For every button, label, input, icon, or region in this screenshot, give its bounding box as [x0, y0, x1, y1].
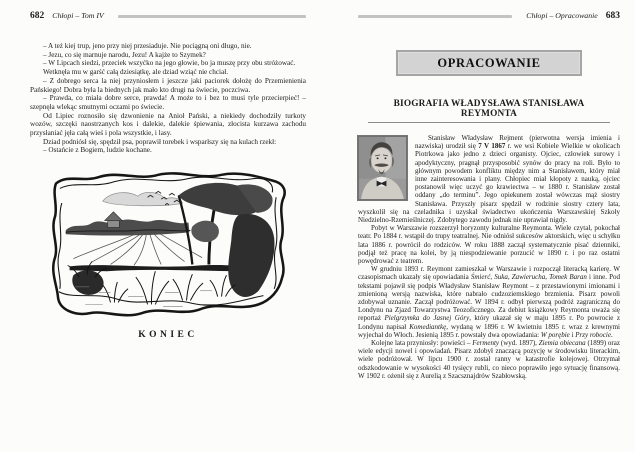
bio-paragraph-1	[358, 134, 620, 224]
page-number-right: 683	[605, 11, 620, 21]
bio-paragraph-4: Kolejne lata przyniosły: powieści – Fermenty (wyd. 1897), Ziemia obiecana (1899) oraz wiele edycji nowel i opowiadań. Pisarz zdobył znaczącą pozycję w środowisku literackim, wiele podróżował. W lipcu 1900 r. został ranny w katastrofie kolejowej. Otrzymał odszkodowanie w wysokości 40 tysięcy rubli, co nieco poprawiło jego sytuację finansową. W 1902 r. ożenił się z Aurelią z Szacsznajdrów Szabłowską.	[358, 339, 620, 380]
novel-paragraph: – Z dobrego serca la niej przyniosłem i jeszcze jaki paciorek dołożę do Przemienienia Pańskiego! Dobra była la biednych jak mało kto drugi na świecie, poczciwa.	[30, 76, 306, 94]
page-number-left: 682	[30, 11, 45, 21]
page-left	[30, 0, 306, 340]
running-title-right: Chłopi – Opracowanie	[526, 11, 598, 20]
section-title: OPRACOWANIE	[437, 55, 541, 70]
bio-paragraph-text: Stanisław Władysław Rejment (pierwotna wersja imienia i nazwiska) urodził się 7 V 1867 r. we wsi Kobiele Wielkie w okolicach Piotrkowa jako jedno z dzieci organisty. Ojciec, człowiek surowy i apodyktyczny, pragnął przysposobić synów do pracy na roli. Było to głównym powodem konfliktu między nim a Stanisławem, który miał inne zainteresowania i plany. Chłopiec miał kłopoty z nauką, ojciec postanowił więc uczyć go krawiectwa – w 1880 r. Stanisław został oddany „do terminu”. Jego opiekunem został wówczas mąż siostry Stanisława. Przyszły pisarz spędził w rodzinie siostry cztery lata, wyszkolił się na czeladnika i uzyskał świadectwo ukończenia Warszawskiej Szkoły Niedzielno-Rzemieślniczej. Zdobytego zawodu jednak nie uprawiał nigdy.	[358, 134, 620, 225]
ending-landscape-illustration	[45, 168, 291, 319]
running-head-left	[30, 10, 306, 22]
running-title-left: Chłopi – Tom IV	[52, 11, 104, 20]
header-rule-right	[358, 15, 512, 18]
novel-paragraph: – A też kiej trup, jeno przy niej przesiaduje. Nie pociągną oni długo, nie.	[43, 42, 252, 50]
header-rule-left	[118, 15, 306, 18]
novel-paragraph: Od Lipiec roznosiło się dzwonienie na Anioł Pański, a niekiedy dochodziły turkoty wozów, szczęki naostrzanych kos i dalekie, dalekie śpiewania, złocista kurzawa zachodu przysłaniać jęła całą wieś i pola wszystkie, i lasy.	[30, 111, 306, 138]
grass-tufts	[103, 271, 235, 304]
novel-paragraph: – Prawda, co miała dobre serce, prawda! A może to i bez to musi tyle przecierpieć! – szepnęła wlekąc smutnymi oczami po świecie.	[30, 94, 306, 111]
novel-paragraph: – W Lipcach siedzi, przeciek wszyćko na jego głowie, bo ja muszę przy obu stróżować.	[43, 59, 296, 68]
novel-paragraph: – Ostańcie z Bogiem, ludzie kochane.	[43, 146, 152, 155]
biography-heading: BIOGRAFIA WŁADYSŁAWA STANISŁAWA REYMONTA	[368, 99, 609, 123]
bio-paragraph-2: Pobyt w Warszawie rozszerzył horyzonty kulturalne Reymonta. Wiele czytał, pokochał teatr. Po 1884 r. wstąpił do trupy teatralnej. Nie odniósł sukcesów aktorskich, więc u schyłku lata 1886 r. powrócił do rodziców. W roku 1888 zaczął systematycznie pisać dzienniki, podjął też pracę na kolei, by ją niespodziewanie porzucić w 1890 r. i po raz ostatni powędrować z teatrem.	[358, 224, 620, 266]
novel-paragraph: – Jezu, co się marnuje narodu, Jezu! A kajże to Szymek?	[43, 50, 206, 59]
novel-paragraph: Wetknęła mu w garść całą dziesiątkę, ale dziad wziąć nie chciał.	[43, 68, 229, 77]
novel-paragraph: Dziad podniósł się, spędził psa, poprawił torebek i wsparłszy się na kulach rzekł:	[43, 137, 277, 146]
section-title-box	[396, 50, 582, 76]
page-right	[358, 0, 620, 380]
novel-text	[30, 42, 306, 155]
field-furrows	[74, 231, 203, 265]
the-end-label: KONIEC	[138, 330, 198, 341]
bio-paragraph-3: W grudniu 1893 r. Reymont zamieszkał w Warszawie i rozpoczął literacką karierę. W czasopismach ukazały się opowiadania Śmierć, Suka, Zawierucha, Tomek Baran i inne. Pod tekstami pojawił się podpis Władysław Stanisław Reymont – z przestawionymi imionami i zmienioną wersją nazwiska, które nabrało cudzoziemskiego brzmienia. Pisarz powoli zdobywał uznanie. Zaczął podróżować. W 1894 r. odbył pierwszą podróż zagraniczną do Londynu na Zjazd Towarzystwa Teozoficznego. Za debiut książkowy Reymonta uważa się reportaż Pielgrzymka do Jasnej Góry, który ukazał się w maju 1895 r. Po powrocie z Londynu napisał Komediantkę, wydaną w 1896 r. W kwietniu 1895 r. wraz z krewnymi wyjechał do Włoch. Jesienią 1895 r. powstały dwa opowiadania: W porębie i Przy robocie.	[358, 265, 621, 339]
reymont-portrait-photo	[358, 136, 407, 200]
running-head-right	[358, 10, 620, 22]
biography-text	[358, 134, 620, 380]
